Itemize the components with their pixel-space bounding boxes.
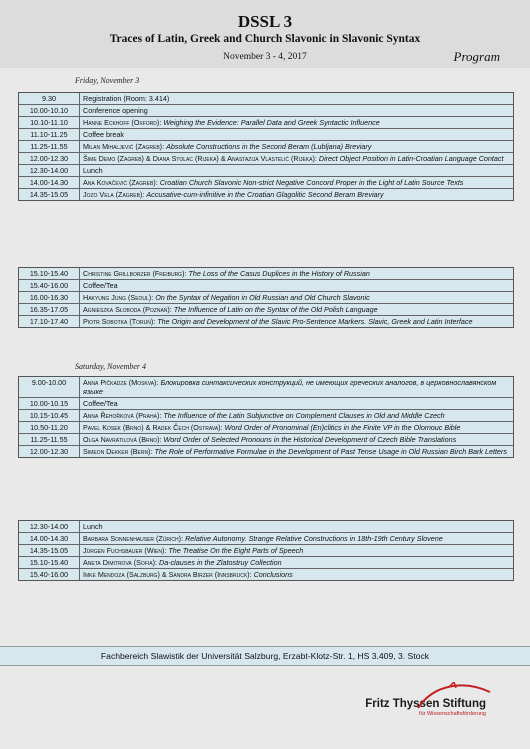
session-time: 15.10-15.40 (19, 268, 80, 279)
schedule-row (19, 569, 513, 580)
session-time: 15.10-15.40 (19, 557, 80, 568)
talk-title: Absolute Constructions in the Second Beram (Lubljana) Breviary (166, 142, 372, 151)
conference-dates: November 3 - 4, 2017 (223, 52, 307, 62)
speaker: Simeon Dekker (Bern) (83, 447, 151, 456)
session-description (80, 141, 513, 152)
session-description (80, 117, 513, 128)
speaker: Hanne Eckhoff (Oxford) (83, 118, 160, 127)
schedule-row (19, 446, 513, 457)
talk-title: Блокировка синтаксических конструкций, не имеющих греческих аналогов, в церковнославянском языке (83, 378, 497, 396)
session-description (80, 165, 513, 176)
talk-title: Da-clauses in the Zlatostruy Collection (159, 558, 282, 567)
session-description (80, 377, 513, 397)
session-description (80, 569, 513, 580)
session-description (80, 398, 513, 409)
speaker: Barbara Sonnenhauser (Zürich) (83, 534, 182, 543)
speaker: Piotr Sobotka (Toruń) (83, 317, 154, 326)
header (0, 0, 530, 68)
session-description (80, 434, 513, 445)
speaker: Aneta Dimitrova (Sofia) (83, 558, 155, 567)
session-time: 10.15-10.45 (19, 410, 80, 421)
sponsor-logo (365, 698, 486, 717)
session-description (80, 533, 513, 544)
session-text: Coffee/Tea (83, 281, 118, 290)
session-text: : (156, 378, 161, 387)
talk-title: The Loss of the Casus Duplices in the History of Russian (188, 269, 370, 278)
session-text: Lunch (83, 166, 103, 175)
session-text: : (159, 435, 164, 444)
schedule-row (19, 268, 513, 280)
schedule-row (19, 117, 513, 129)
schedule-row (19, 129, 513, 141)
speaker: Ana Kovačević (Zagreb) (83, 178, 156, 187)
schedule-row (19, 105, 513, 117)
session-time: 14.00-14.30 (19, 177, 80, 188)
speaker: Anna Pičkadze (Moskva) (83, 378, 157, 387)
session-time: 11.10-11.25 (19, 129, 80, 140)
session-time: 14.00-14.30 (19, 533, 80, 544)
page-subtitle: Traces of Latin, Greek and Church Slavonic in Slavonic Syntax (109, 33, 421, 45)
schedule-row (19, 533, 513, 545)
session-time: 10.10-11.10 (19, 117, 80, 128)
schedule-row (19, 557, 513, 569)
schedule-row (19, 316, 513, 327)
session-time: 12.30-14.00 (19, 165, 80, 176)
session-time: 16.35-17.05 (19, 304, 80, 315)
session-time: 10.00-10.10 (19, 105, 80, 116)
schedule-block-saturday-morning (18, 376, 514, 458)
session-time: 12.30-14.00 (19, 521, 80, 532)
session-time: 10.50-11.20 (19, 422, 80, 433)
speaker: Šime Demo (Zagreb) & Diana Stolac (Rijeka) & Anastazija Vlastelić (Rijeka) (83, 154, 315, 163)
session-description (80, 545, 513, 556)
session-text: : (159, 118, 164, 127)
session-time: 17.10-17.40 (19, 316, 80, 327)
talk-title: The Treatise On the Eight Parts of Speech (168, 546, 304, 555)
speaker: Christine Grillborzer (Freiburg) (83, 269, 185, 278)
talk-title: Accusative-cum-infinitive in the Croatian Glagolitic Second Beram Breviary (146, 190, 384, 199)
session-description (80, 446, 513, 457)
session-description (80, 316, 513, 327)
schedule-row (19, 93, 513, 105)
speaker: Jürgen Fuchsbauer (Wien) (83, 546, 165, 555)
session-description (80, 177, 513, 188)
session-text: : (181, 534, 186, 543)
talk-title: On the Syntax of Negation in Old Russian and Old Church Slavonic (155, 293, 370, 302)
session-time: 14.35-15.05 (19, 545, 80, 556)
session-time: 15.40-16.00 (19, 569, 80, 580)
schedule-row (19, 141, 513, 153)
speaker: Agnieszka Słoboda (Poznań) (83, 305, 170, 314)
session-text: : (150, 447, 155, 456)
session-description (80, 292, 513, 303)
session-description (80, 153, 513, 164)
session-description (80, 304, 513, 315)
speaker: Hakyung Jung (Seoul) (83, 293, 152, 302)
schedule-row (19, 521, 513, 533)
page-title: DSSL 3 (237, 12, 293, 31)
talk-title: The Origin and Development of the Slavic Pro-Sentence Markers. Slavic, Greek and Latin Interface (157, 317, 473, 326)
schedule-row (19, 434, 513, 446)
session-time: 9.00-10.00 (19, 377, 80, 397)
session-text: Registration (Room: 3.414) (83, 94, 170, 103)
schedule-row (19, 153, 513, 165)
speaker: Jozo Vela (Zagreb) (83, 190, 143, 199)
session-description (80, 521, 513, 532)
schedule-block-friday-afternoon (18, 267, 514, 328)
schedule-block-saturday-afternoon (18, 520, 514, 581)
session-time: 9.30 (19, 93, 80, 104)
schedule-row (19, 410, 513, 422)
session-text: Coffee/Tea (83, 399, 118, 408)
speaker: Anna Řehořková (Praha) (83, 411, 160, 420)
session-text: Conference opening (83, 106, 148, 115)
session-description (80, 280, 513, 291)
talk-title: The Influence of Latin on the Syntax of the Old Polish Language (173, 305, 378, 314)
speaker: Imke Mendoza (Salzburg) & Sandra Birzer (Innsbruck) (83, 570, 250, 579)
schedule-row (19, 189, 513, 200)
session-text: : (153, 317, 158, 326)
session-text: : (155, 178, 160, 187)
schedule-row (19, 422, 513, 434)
talk-title: Weighing the Evidence: Parallel Data and Greek Syntactic Influence (163, 118, 380, 127)
session-text: : (159, 411, 164, 420)
logo-subtitle: für Wissenschaftsförderung (419, 711, 486, 717)
schedule-row (19, 545, 513, 557)
session-time: 10.00-10.15 (19, 398, 80, 409)
schedule-block-friday-morning (18, 92, 514, 201)
schedule-row (19, 280, 513, 292)
schedule-row (19, 177, 513, 189)
session-time: 15.40-16.00 (19, 280, 80, 291)
talk-title: Conclusions (253, 570, 293, 579)
schedule-row (19, 304, 513, 316)
session-description (80, 129, 513, 140)
session-text: : (184, 269, 189, 278)
session-description (80, 422, 513, 433)
session-time: 12.00-12.30 (19, 153, 80, 164)
session-time: 16.00-16.30 (19, 292, 80, 303)
speaker: Pavel Kosek (Brno) & Radek Čech (Ostrava) (83, 423, 221, 432)
talk-title: Direct Object Position in Latin-Croatian Language Contact (318, 154, 504, 163)
session-description (80, 189, 513, 200)
session-time: 11.25-11.55 (19, 434, 80, 445)
talk-title: The Influence of the Latin Subjunctive on Complement Clauses in Old and Middle Czech (163, 411, 445, 420)
speaker: Milan Mihaljević (Zagreb) (83, 142, 163, 151)
session-text: Lunch (83, 522, 103, 531)
session-time: 12.00-12.30 (19, 446, 80, 457)
session-text: : (151, 293, 156, 302)
session-description (80, 93, 513, 104)
talk-title: Croatian Church Slavonic Non-strict Negative Concord Proper in the Light of Latin Source Texts (159, 178, 464, 187)
venue-footer: Fachbereich Slawistik der Universität Salzburg, Erzabt-Klotz-Str. 1, HS 3.409, 3. Stock (0, 646, 530, 666)
session-description (80, 410, 513, 421)
session-text: : (169, 305, 174, 314)
session-text: : (164, 546, 169, 555)
session-time: 14.35-15.05 (19, 189, 80, 200)
session-description (80, 105, 513, 116)
session-text: : (162, 142, 167, 151)
schedule-row (19, 398, 513, 410)
day-label-saturday: Saturday, November 4 (75, 362, 147, 371)
schedule-row (19, 165, 513, 177)
program-label: Program (453, 49, 500, 64)
session-text: : (249, 570, 254, 579)
logo-swoosh-icon (414, 682, 494, 712)
session-text: : (142, 190, 147, 199)
talk-title: Word Order of Pronominal (En)clitics in the Finite VP in the Olomouc Bible (224, 423, 461, 432)
session-description (80, 268, 513, 279)
session-description (80, 557, 513, 568)
speaker: Olga Navrátilová (Brno) (83, 435, 160, 444)
schedule-row (19, 292, 513, 304)
talk-title: The Role of Performative Formulae in the Development of Past Tense Usage in Old Russian Birch Bark Letters (154, 447, 507, 456)
talk-title: Word Order of Selected Pronouns in the Historical Development of Czech Bible Translations (163, 435, 457, 444)
session-time: 11.25-11.55 (19, 141, 80, 152)
talk-title: Relative Autonomy. Strange Relative Constructions in 18th-19th Century Slovene (185, 534, 443, 543)
session-text: : (220, 423, 225, 432)
logo-name: Fritz Thyssen Stiftung (365, 698, 486, 710)
session-text: : (314, 154, 319, 163)
session-text: Coffee break (83, 130, 125, 139)
session-text: : (155, 558, 159, 567)
schedule-row (19, 377, 513, 398)
day-label-friday: Friday, November 3 (75, 76, 140, 85)
